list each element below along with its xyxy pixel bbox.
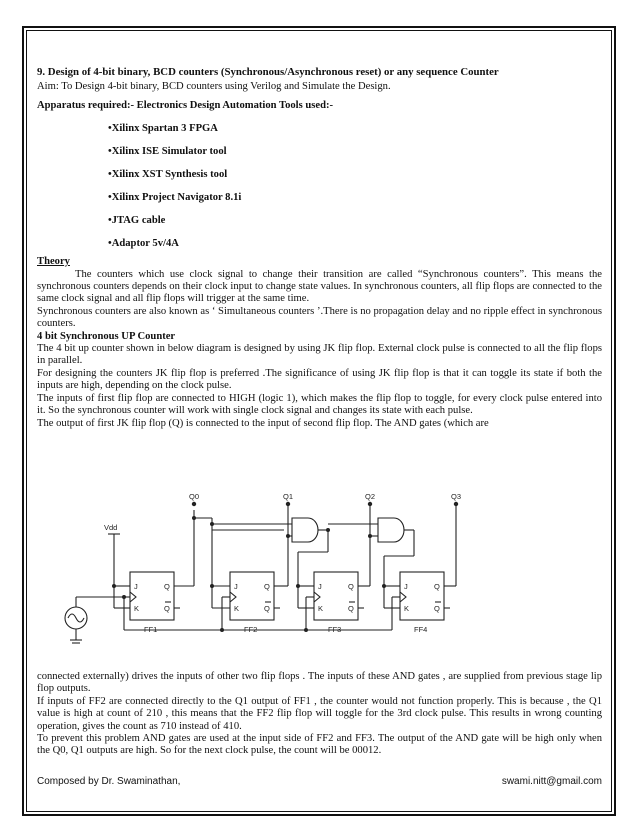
ff4-j-pin: J <box>404 582 408 591</box>
tool-item: •Xilinx Project Navigator 8.1i <box>108 192 242 204</box>
paragraph: To prevent this problem AND gates are used at the input side of FF2 and FF3. The output of the AND gate will be high only when the Q0, Q1 outputs are high. So for the next clock pulse, the count will be 00012. <box>37 733 602 757</box>
page-footer <box>37 776 602 790</box>
footer-author: Composed by Dr. Swaminathan, <box>37 776 181 787</box>
document-body-continued <box>37 671 602 758</box>
document-body <box>37 66 602 430</box>
ff4-label: FF4 <box>414 625 428 634</box>
q3-label: Q3 <box>451 492 462 501</box>
subsection-heading: 4 bit Synchronous UP Counter <box>37 330 176 342</box>
ff2-k-pin: K <box>234 604 240 613</box>
ff1-label: FF1 <box>144 625 158 634</box>
ff4-k-pin: K <box>404 604 410 613</box>
ff4-q-pin: Q <box>434 582 440 591</box>
ff1-j-pin: J <box>134 582 138 591</box>
ff2-j-pin: J <box>234 582 238 591</box>
ff2-qbar-pin: Q <box>264 604 270 613</box>
aim-text: Aim: To Design 4-bit binary, BCD counters using Verilog and Simulate the Design. <box>37 81 391 93</box>
ff3-qbar-pin: Q <box>348 604 354 613</box>
tool-item: •Adaptor 5v/4A <box>108 238 179 250</box>
footer-email: swami.nitt@gmail.com <box>501 776 602 787</box>
paragraph: The 4 bit up counter shown in below diagram is designed by using JK flip flop. External clock pulse is connected to all the flip flops in parallel. <box>37 343 602 367</box>
q1-label: Q1 <box>283 492 294 501</box>
ff2-q-pin: Q <box>264 582 270 591</box>
paragraph: The inputs of first flip flop are connected to HIGH (logic 1), which makes the flip flop to toggle, for every clock pulse entered into it. So the synchronous counter will work with single clock signal and changes its state with each pulse. <box>37 392 602 417</box>
apparatus-heading: Apparatus required:- Electronics Design Automation Tools used:- <box>37 99 334 111</box>
tool-item: •JTAG cable <box>108 215 166 227</box>
tool-item: •Xilinx XST Synthesis tool <box>108 169 228 181</box>
paragraph: connected externally) drives the inputs of other two flip flops . The inputs of these AND gates , are supplied from previous stage lip flop outputs. <box>37 671 602 695</box>
counter-circuit-diagram <box>62 490 582 665</box>
ff3-q-pin: Q <box>348 582 354 591</box>
q0-label: Q0 <box>189 492 200 501</box>
theory-paragraph: Synchronous counters are also known as ‘ Simultaneous counters ’.There is no propagation delay and no ripple effect in synchronous counters. <box>37 305 602 330</box>
q2-label: Q2 <box>365 492 376 501</box>
tool-item: •Xilinx Spartan 3 FPGA <box>108 123 218 135</box>
ff3-k-pin: K <box>318 604 324 613</box>
theory-heading: Theory <box>37 256 70 268</box>
paragraph: For designing the counters JK flip flop is preferred .The significance of using JK flip flop is that it can toggle its state if both the inputs are high, depending on the clock pulse. <box>37 367 602 392</box>
ff3-j-pin: J <box>318 582 322 591</box>
ff4-qbar-pin: Q <box>434 604 440 613</box>
section-title: 9. Design of 4-bit binary, BCD counters (Synchronous/Asynchronous reset) or any sequence Counter <box>37 66 499 78</box>
ff3-label: FF3 <box>328 625 342 634</box>
paragraph: The output of first JK flip flop (Q) is connected to the input of second flip flop. The AND gates (which are <box>37 417 489 429</box>
ff2-label: FF2 <box>244 625 258 634</box>
theory-paragraph: The counters which use clock signal to change their transition are called “Synchronous counters”. This means the synchronous counters depends on their clock input to change state values. In synchronous counters, all flip flops are connected to the same clock signal and all flip flops will trigger at the same time. <box>37 268 602 305</box>
ff1-q-pin: Q <box>164 582 170 591</box>
paragraph: If inputs of FF2 are connected directly to the Q1 output of FF1 , the counter would not function properly. This is because , the Q1 value is high at count of 210 , this means that the FF2 flip flop will toggle for the 3rd clock pulse. This results in wrong counting operation, gives the count as 710 instead of 410. <box>37 695 602 732</box>
ff1-k-pin: K <box>134 604 140 613</box>
tool-item: •Xilinx ISE Simulator tool <box>108 146 227 158</box>
ff1-qbar-pin: Q <box>164 604 170 613</box>
vdd-label: Vdd <box>104 523 118 532</box>
